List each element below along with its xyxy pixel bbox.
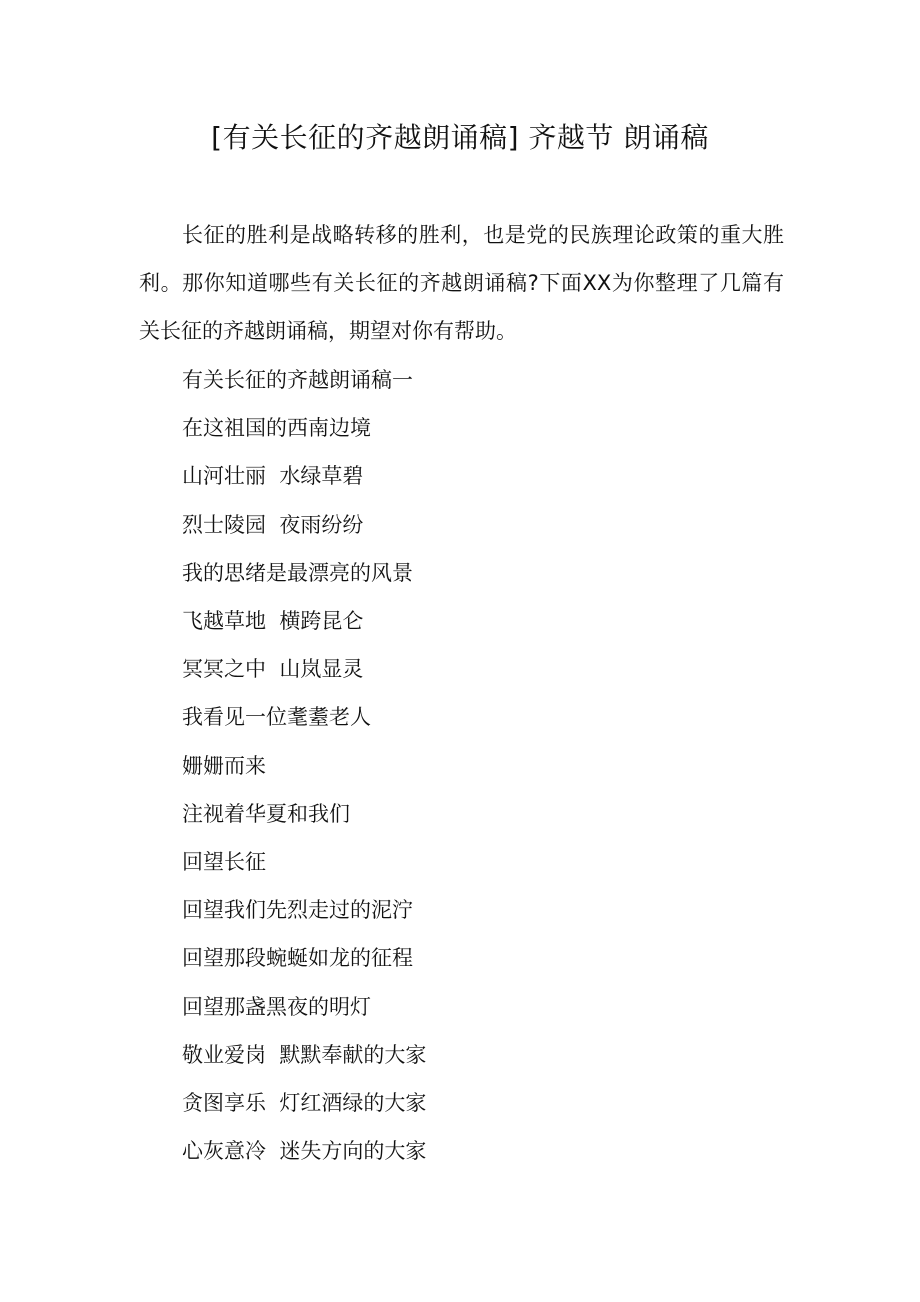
poem-line: 心灰意冷 迷失方向的大家 bbox=[182, 1139, 427, 1164]
poem-line: 飞越草地 横跨昆仑 bbox=[182, 609, 364, 634]
poem-line: 冥冥之中 山岚显灵 bbox=[182, 657, 364, 682]
poem-line: 回望长征 bbox=[182, 850, 266, 875]
poem-line: 在这祖国的西南边境 bbox=[182, 416, 371, 441]
poem-line: 烈士陵园 夜雨纷纷 bbox=[182, 512, 364, 537]
poem-line: 回望我们先烈走过的泥泞 bbox=[182, 898, 413, 923]
intro-paragraph: 长征的胜利是战略转移的胜利，也是党的民族理论政策的重大胜利。那你知道哪些有关长征的齐越朗诵稿?下面XX为你整理了几篇有关长征的齐越朗诵稿，期望对你有帮助。 bbox=[139, 223, 784, 343]
poem-line: 我的思绪是最漂亮的风景 bbox=[182, 560, 413, 585]
poem-line: 山河壮丽 水绿草碧 bbox=[182, 464, 364, 489]
poem-line: 贪图享乐 灯红酒绿的大家 bbox=[182, 1091, 427, 1116]
poem-line: 回望那段蜿蜒如龙的征程 bbox=[182, 946, 413, 971]
poem-line: 注视着华夏和我们 bbox=[182, 801, 350, 826]
poem-line: 回望那盏黑夜的明灯 bbox=[182, 994, 371, 1019]
poem-line: 姗姗而来 bbox=[182, 753, 266, 778]
document-title: [有关长征的齐越朗诵稿] 齐越节 朗诵稿 bbox=[211, 121, 709, 154]
poem-line: 敬业爱岗 默默奉献的大家 bbox=[182, 1042, 427, 1067]
poem-heading: 有关长征的齐越朗诵稿一 bbox=[182, 368, 413, 392]
poem-body bbox=[182, 356, 782, 1175]
poem-line: 我看见一位耄耋老人 bbox=[182, 705, 371, 730]
